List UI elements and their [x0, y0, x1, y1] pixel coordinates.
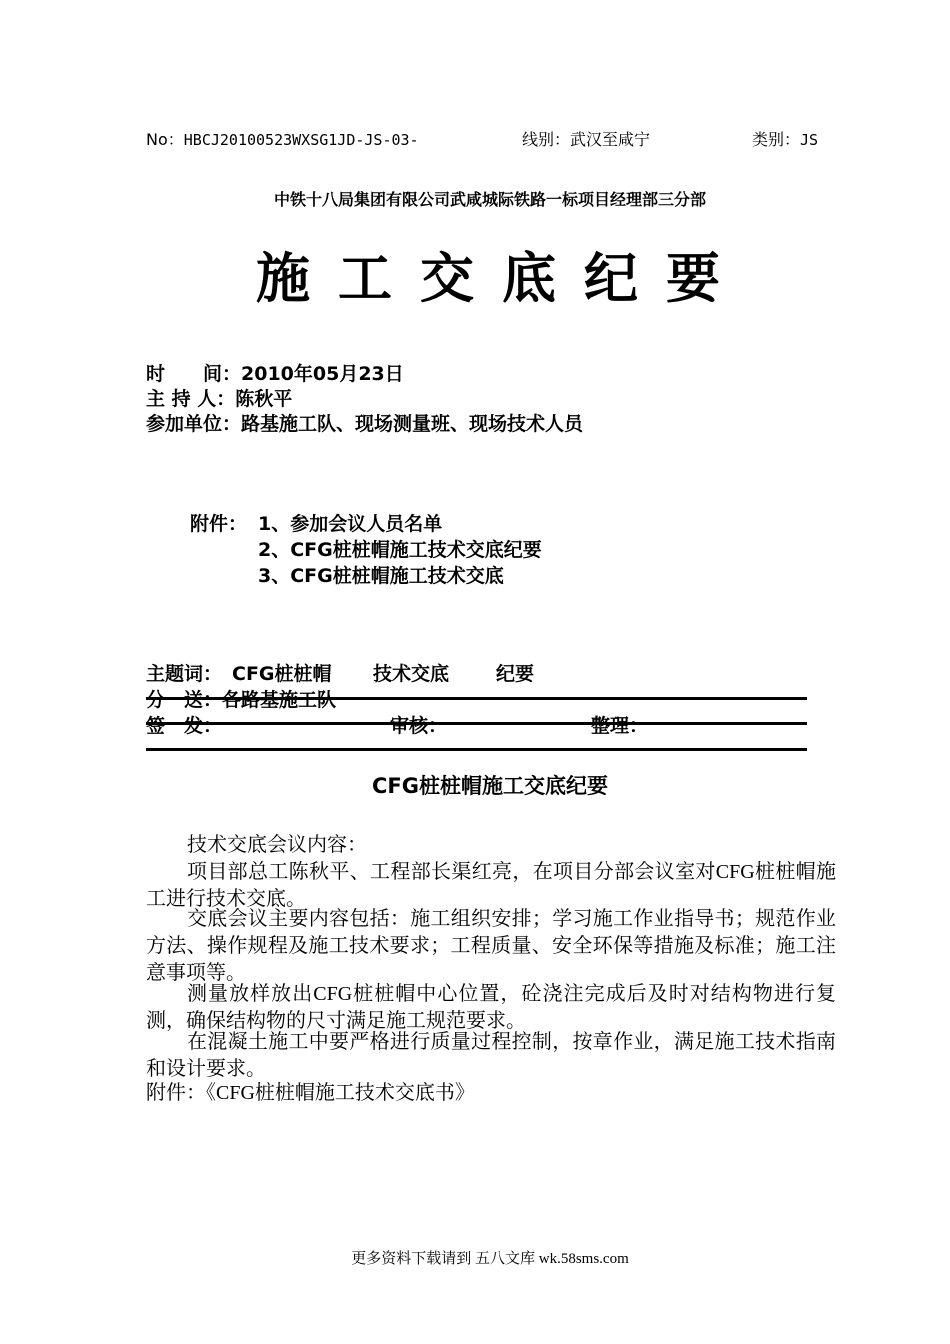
meeting-time-value: 2010年05月23日: [241, 363, 404, 385]
meeting-units-label: 参加单位：: [146, 413, 242, 435]
document-number: [146, 127, 419, 150]
attachment-item: 2、CFG桩桩帽施工技术交底纪要: [258, 539, 542, 561]
keywords-label: 主题词：: [146, 663, 223, 685]
body-paragraph: 在混凝土施工中要严格进行质量过程控制，按章作业，满足施工技术指南和设计要求。: [146, 1031, 836, 1080]
divider-line: [146, 697, 807, 700]
category-label: 类别：: [752, 130, 801, 149]
keyword-item: 技术交底: [373, 663, 450, 685]
line-value: 武汉至咸宁: [570, 130, 651, 149]
attachments-label: 附件：: [190, 513, 248, 535]
compile-label: 整理：: [591, 715, 649, 737]
meeting-time: [146, 359, 404, 386]
keyword-item: 纪要: [496, 663, 535, 685]
body-paragraph: 项目部总工陈秋平、工程部长渠红亮，在项目分部会议室对CFG桩桩帽施工进行技术交底。: [146, 861, 836, 910]
keyword-item: CFG桩桩帽: [232, 663, 332, 685]
line-field: [522, 127, 650, 150]
meeting-units: [146, 409, 583, 436]
divider-line: [146, 748, 807, 751]
body-paragraph: 交底会议主要内容包括：施工组织安排；学习施工作业指导书；规范作业方法、操作规程及施工技术要求；工程质量、安全环保等措施及标准；施工注意事项等。: [146, 908, 836, 984]
meeting-host: [146, 384, 292, 411]
meeting-host-label: 主 持 人：: [146, 388, 236, 410]
section-title: CFG桩桩帽施工交底纪要: [372, 774, 608, 798]
attachment-item: 1、参加会议人员名单: [258, 513, 443, 535]
issuer-label: 签 发：: [146, 715, 223, 737]
organization-name: 中铁十八局集团有限公司武咸城际铁路一标项目经理部三分部: [273, 190, 706, 209]
review-label: 审核：: [390, 715, 448, 737]
category-field: [752, 127, 818, 150]
body-attachment-note: 附件：《CFG桩桩帽施工技术交底书》: [146, 1082, 475, 1104]
meeting-host-value: 陈秋平: [235, 388, 293, 410]
category-value: JS: [800, 131, 819, 149]
body-intro: 技术交底会议内容：: [187, 834, 367, 856]
meeting-units-value: 路基施工队、现场测量班、现场技术人员: [241, 413, 584, 435]
attachment-item: 3、CFG桩桩帽施工技术交底: [258, 565, 504, 587]
distribution-label: 分 送：: [146, 689, 223, 711]
document-number-value: HBCJ20100523WXSG1JD-JS-03-: [183, 131, 419, 149]
footer-text: 更多资料下载请到 五八文库 wk.58sms.com: [351, 1251, 629, 1267]
body-paragraph: 测量放样放出CFG桩桩帽中心位置，砼浇注完成后及时对结构物进行复测，确保结构物的尺寸满足施工规范要求。: [146, 983, 836, 1032]
divider-line: [146, 722, 807, 725]
page-title: 施工交底纪要: [256, 246, 748, 310]
document-number-label: No：: [146, 130, 184, 149]
line-label: 线别：: [522, 130, 571, 149]
meeting-time-label: 时 间：: [146, 363, 242, 385]
distribution-value: 各路基施工队: [222, 689, 337, 711]
